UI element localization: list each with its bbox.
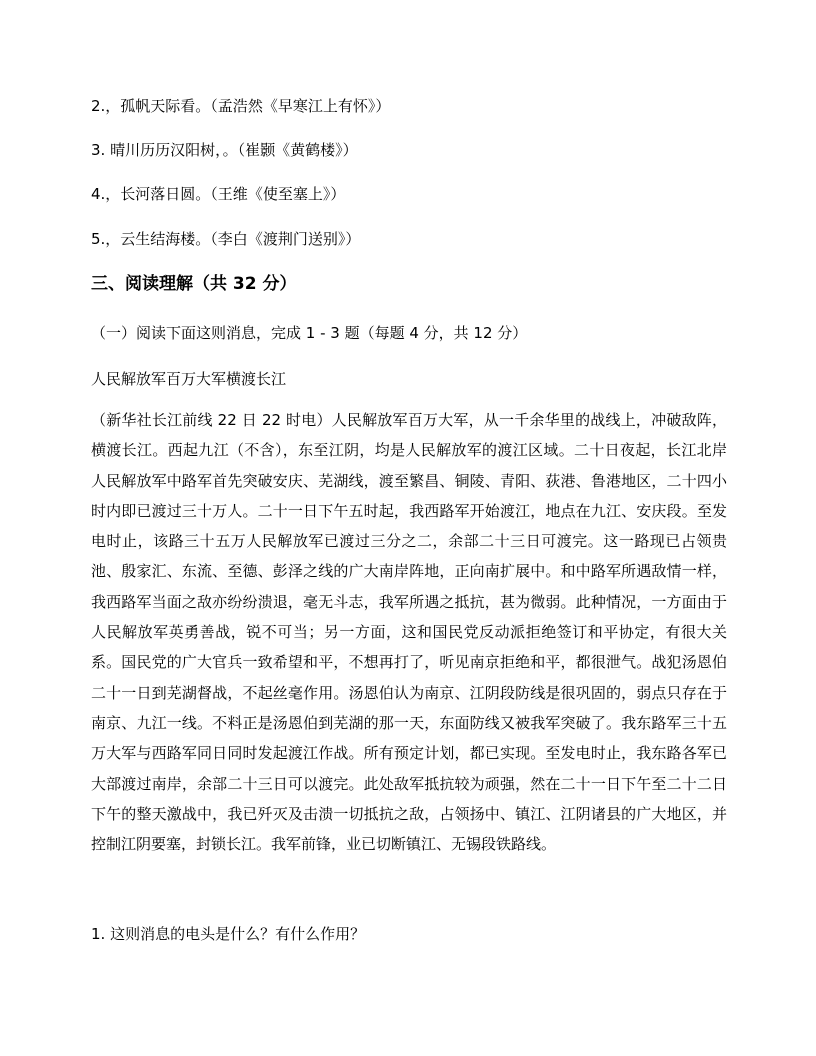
article-title: 人民解放军百万大军横渡长江	[91, 370, 287, 388]
subsection-instruction: （一）阅读下面这则消息，完成 1 - 3 题（每题 4 分，共 12 分）	[91, 324, 528, 342]
fill-item-5: 5.，云生结海楼。（李白《渡荆门送别》）	[91, 230, 361, 248]
question-1: 1. 这则消息的电头是什么？有什么作用？	[91, 925, 366, 943]
fill-item-3: 3. 晴川历历汉阳树，。（崔颢《黄鹤楼》）	[91, 141, 358, 159]
fill-item-2: 2.，孤帆天际看。（孟浩然《早寒江上有怀》）	[91, 97, 391, 115]
fill-item-4: 4.，长河落日圆。（王维《使至塞上》）	[91, 185, 346, 203]
article-body: （新华社长江前线 22 日 22 时电）人民解放军百万大军，从一千余华里的战线上，冲破敌阵，横渡长江。西起九江（不含），东至江阴，均是人民解放军的渡江区域。二十日夜起，长江北岸人民解放军中路军首先突破安庆、芜湖线，渡至繁昌、铜陵、青阳、荻港、鲁港地区，二十四小时内即已渡过三十万人。二十一日下午五时起，我西路军开始渡江，地点在九江、安庆段。至发电时止，该路三十五万人民解放军已渡过三分之二，余部二十三日可渡完。这一路现已占领贵池、殷家汇、东流、至德、彭泽之线的广大南岸阵地，正向南扩展中。和中路军所遇敌情一样，我西路军当面之敌亦纷纷溃退，毫无斗志，我军所遇之抵抗，甚为微弱。此种情况，一方面由于人民解放军英勇善战，锐不可当；另一方面，这和国民党反动派拒绝签订和平协定，有很大关系。国民党的广大官兵一致希望和平，不想再打了，听见南京拒绝和平，都很泄气。战犯汤恩伯二十一日到芜湖督战，不起丝毫作用。汤恩伯认为南京、江阴段防线是很巩固的，弱点只存在于南京、九江一线。不料正是汤恩伯到芜湖的那一天，东面防线又被我军突破了。我东路军三十五万大军与西路军同日同时发起渡江作战。所有预定计划，都已实现。至发电时止，我东路各军已大部渡过南岸，余部二十三日可以渡完。此处敌军抵抗较为顽强，然在二十一日下午至二十二日下午的整天激战中，我已歼灭及击溃一切抵抗之敌，占领扬中、镇江、江阴诸县的广大地区，并控制江阴要塞，封锁长江。我军前锋，业已切断镇江、无锡段铁路线。	[91, 411, 727, 854]
section-heading: 三、阅读理解（共 32 分）	[91, 274, 297, 294]
